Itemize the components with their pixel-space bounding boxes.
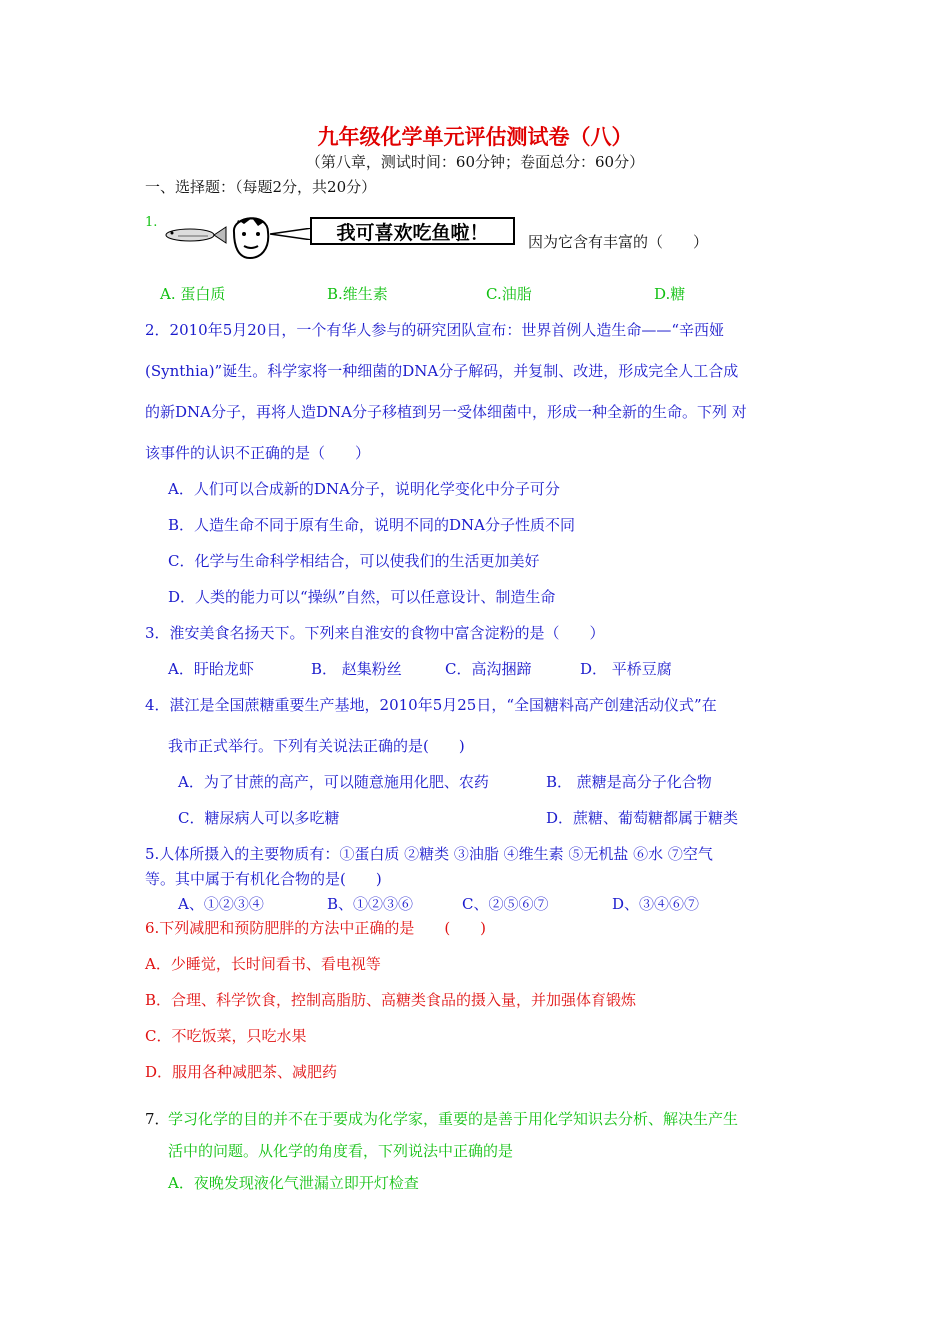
q6-option-a: A．少睡觉，长时间看书、看电视等 — [145, 955, 381, 973]
q5-option-a: A、①②③④ — [178, 895, 264, 913]
q4-option-b: B． 蔗糖是高分子化合物 — [546, 773, 712, 791]
q5-option-d: D、③④⑥⑦ — [612, 895, 700, 913]
q2-line-3: 的新DNA分子，再将人造DNA分子移植到另一受体细菌中，形成一种全新的生命。下列 对 — [145, 403, 747, 421]
q3-option-d: D． 平桥豆腐 — [580, 660, 672, 678]
q5-option-b: B、①②③⑥ — [327, 895, 414, 913]
q7-line-1: 学习化学的目的并不在于要成为化学家，重要的是善于用化学知识去分析、解决生产生 — [168, 1110, 739, 1128]
q2-option-a: A．人们可以合成新的DNA分子，说明化学变化中分子可分 — [168, 480, 560, 498]
q2-option-b: B．人造生命不同于原有生命，说明不同的DNA分子性质不同 — [168, 516, 576, 534]
q1-stem: 因为它含有丰富的（ ） — [528, 233, 709, 251]
q7-line-2: 活中的问题。从化学的角度看，下列说法中正确的是 — [168, 1142, 514, 1160]
q2-option-d: D．人类的能力可以“操纵”自然，可以任意设计、制造生命 — [168, 588, 556, 606]
q1-option-d: D.糖 — [654, 285, 686, 303]
q3-option-b: B． 赵集粉丝 — [311, 660, 402, 678]
q4-line-2: 我市正式举行。下列有关说法正确的是( ) — [168, 737, 465, 755]
person-face-icon — [228, 210, 274, 260]
q4-option-c: C．糖尿病人可以多吃糖 — [178, 809, 340, 827]
q6-option-d: D．服用各种减肥茶、减肥药 — [145, 1063, 338, 1081]
q3-option-a: A．盱眙龙虾 — [168, 660, 254, 678]
q1-option-b: B.维生素 — [327, 285, 388, 303]
q4-line-1: 4．湛江是全国蔗糖重要生产基地，2010年5月25日，“全国糖料高产创建活动仪式”在 — [145, 696, 717, 714]
q1-option-a: A. 蛋白质 — [160, 285, 226, 303]
q5-line-1: 5.人体所摄入的主要物质有：①蛋白质 ②糖类 ③油脂 ④维生素 ⑤无机盐 ⑥水 ⑦空气 — [145, 845, 713, 863]
q2-option-c: C．化学与生命科学相结合，可以使我们的生活更加美好 — [168, 552, 540, 570]
q2-line-1: 2．2010年5月20日，一个有华人参与的研究团队宣布：世界首例人造生命——“辛西娅 — [145, 321, 725, 339]
q2-line-2: (Synthia)”诞生。科学家将一种细菌的DNA分子解码，并复制、改进，形成完全人工合成 — [145, 362, 739, 380]
q5-line-2: 等。其中属于有机化合物的是( ) — [145, 870, 382, 888]
q2-line-4: 该事件的认识不正确的是（ ） — [145, 444, 371, 462]
page-title: 九年级化学单元评估测试卷（八） — [317, 124, 633, 149]
q6-option-b: B．合理、科学饮食，控制高脂肪、高糖类食品的摄入量，并加强体育锻炼 — [145, 991, 637, 1009]
page-subtitle: （第八章，测试时间：60分钟；卷面总分：60分） — [305, 153, 645, 171]
q4-option-a: A．为了甘蔗的高产，可以随意施用化肥、农药 — [178, 773, 489, 791]
section-heading: 一、选择题：（每题2分，共20分） — [145, 178, 377, 196]
q1-option-c: C.油脂 — [486, 285, 532, 303]
speech-bubble: 我可喜欢吃鱼啦！ — [310, 217, 515, 245]
q3-option-c: C．高沟捆蹄 — [445, 660, 532, 678]
speech-pointer-icon — [270, 228, 312, 240]
q1-number: 1. — [145, 215, 158, 230]
q7-option-a: A．夜晚发现液化气泄漏立即开灯检查 — [168, 1174, 419, 1192]
q4-option-d: D．蔗糖、葡萄糖都属于糖类 — [546, 809, 739, 827]
q6-option-c: C．不吃饭菜，只吃水果 — [145, 1027, 307, 1045]
fish-icon — [160, 222, 228, 248]
q3-stem: 3．淮安美食名扬天下。下列来自淮安的食物中富含淀粉的是（ ） — [145, 624, 605, 642]
q5-option-c: C、②⑤⑥⑦ — [462, 895, 549, 913]
q7-number: 7． — [145, 1110, 170, 1128]
q6-stem: 6.下列减肥和预防肥胖的方法中正确的是 ( ) — [145, 919, 487, 937]
